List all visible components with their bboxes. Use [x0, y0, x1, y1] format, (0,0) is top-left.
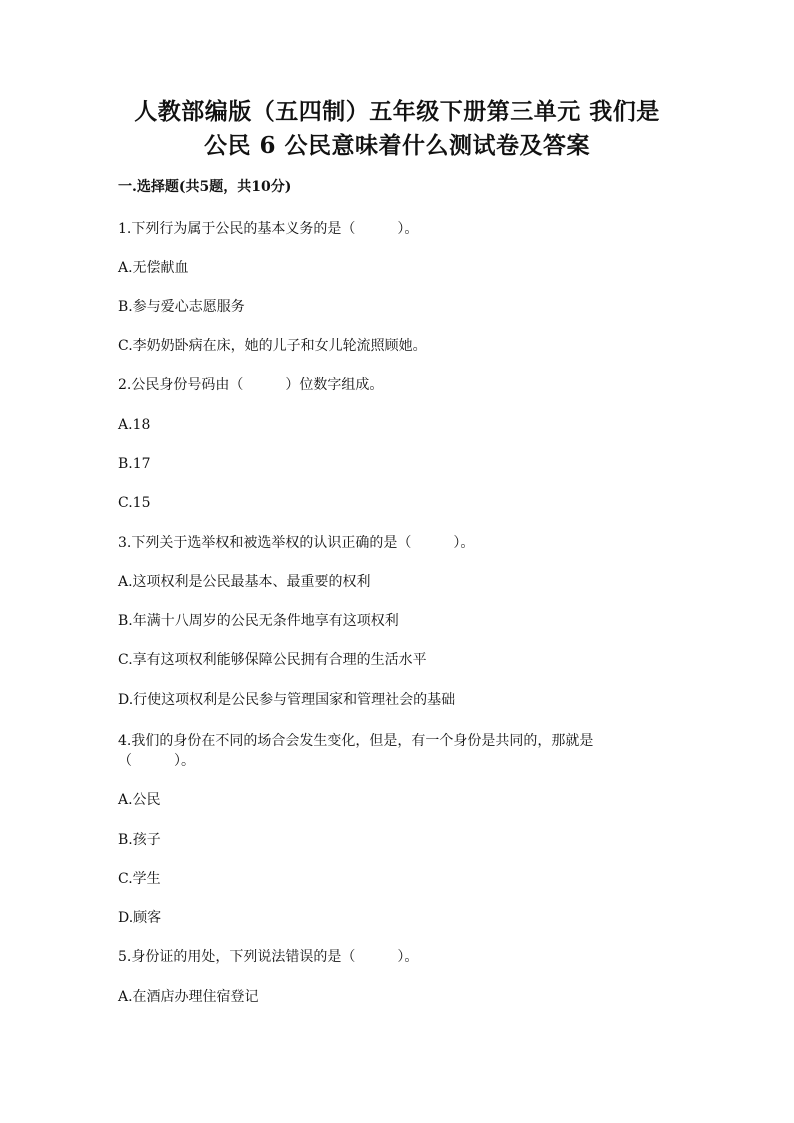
question-4-option-b: B.孩子 [118, 832, 161, 848]
question-2-stem: 2.公民身份号码由（ ）位数字组成。 [118, 377, 384, 393]
question-4-option-c: C.学生 [118, 871, 161, 887]
question-4-option-a: A.公民 [118, 792, 161, 808]
question-1-option-c: C.李奶奶卧病在床，她的儿子和女儿轮流照顾她。 [118, 338, 427, 354]
question-3-option-c: C.享有这项权利能够保障公民拥有合理的生活水平 [118, 652, 427, 668]
question-1-option-a: A.无偿献血 [118, 260, 189, 276]
question-2-option-b: B.17 [118, 456, 151, 472]
question-5-stem: 5.身份证的用处，下列说法错误的是（ ）。 [118, 949, 419, 965]
document-title-line-2: 公民 6 公民意味着什么测试卷及答案 [203, 132, 591, 159]
question-3-stem: 3.下列关于选举权和被选举权的认识正确的是（ ）。 [118, 535, 475, 551]
question-3-option-b: B.年满十八周岁的公民无条件地享有这项权利 [118, 613, 399, 629]
question-4-option-d: D.顾客 [118, 910, 162, 926]
question-3-option-a: A.这项权利是公民最基本、最重要的权利 [118, 574, 371, 590]
document-title-line-1: 人教部编版（五四制）五年级下册第三单元 我们是 [134, 98, 660, 125]
question-4-stem: 4.我们的身份在不同的场合会发生变化，但是，有一个身份是共同的，那就是 [118, 733, 594, 749]
question-1-stem: 1.下列行为属于公民的基本义务的是（ ）。 [118, 221, 419, 237]
question-5-option-a: A.在酒店办理住宿登记 [118, 989, 259, 1005]
section-heading: 一.选择题(共5题，共10分) [118, 179, 292, 195]
question-3-option-d: D.行使这项权利是公民参与管理国家和管理社会的基础 [118, 692, 456, 708]
question-4-stem-continued: （ ）。 [118, 753, 195, 769]
question-2-option-c: C.15 [118, 495, 151, 511]
question-1-option-b: B.参与爱心志愿服务 [118, 299, 245, 315]
question-2-option-a: A.18 [118, 417, 151, 433]
